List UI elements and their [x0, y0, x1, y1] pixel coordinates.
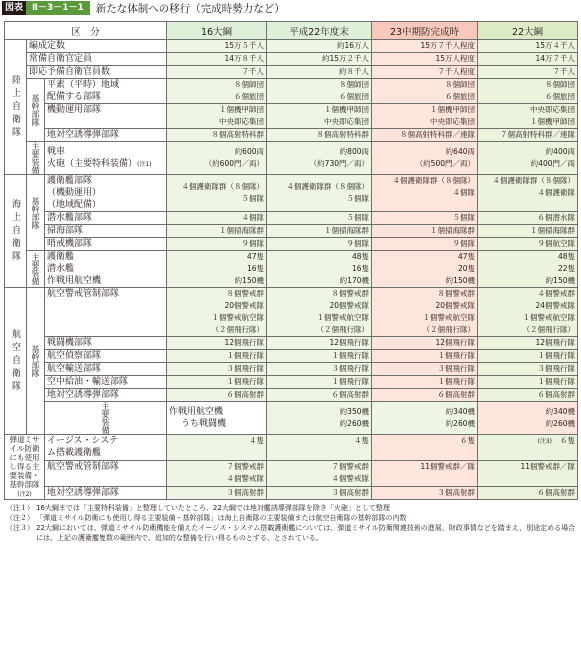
table-row — [5, 337, 578, 350]
cell-line: 20個警戒隊 — [435, 301, 475, 310]
cell: １個飛行隊 — [267, 376, 372, 389]
cell — [372, 79, 478, 104]
section-label: 海上自衛隊 — [10, 198, 20, 264]
table-row — [5, 376, 578, 389]
cell-line: ４個護衛隊群（８個隊） — [392, 176, 475, 185]
row-label: 戦闘機部隊 — [45, 337, 167, 350]
cell-line: 約350機 — [339, 407, 369, 416]
row-label-line: 潜水艦 — [47, 264, 75, 274]
cell: ６隻 — [372, 435, 478, 461]
cell-line: ６個旅団 — [445, 92, 475, 101]
row-label: 掃海部隊 — [45, 225, 167, 238]
cell: ６個高射群 — [478, 486, 578, 499]
cell-line: 中央即応集団 — [324, 117, 369, 126]
row-label-line: （地域配備） — [47, 200, 102, 210]
table-row — [5, 460, 578, 486]
cell: ９個航空隊 — [478, 238, 578, 251]
cell — [372, 142, 478, 175]
table-row — [5, 435, 578, 461]
cell — [478, 288, 578, 337]
note-ref: (注2) — [17, 491, 32, 498]
row-label — [45, 435, 167, 461]
cell — [167, 175, 267, 212]
table-row — [5, 104, 578, 129]
cell: ８個高射特科群 — [267, 129, 372, 142]
cell-line: 約150機 — [445, 276, 475, 285]
cell: ７千人 — [167, 66, 267, 79]
cell-line: （約600門／両） — [204, 159, 264, 168]
subsection-kikan — [27, 175, 45, 251]
table-row — [5, 251, 578, 288]
cell — [372, 251, 478, 288]
cell-line: 16隻 — [351, 264, 369, 273]
cell: １個飛行隊 — [372, 350, 478, 363]
col-header-category: 区 分 — [5, 22, 167, 40]
footnote — [6, 503, 578, 513]
cell — [167, 251, 267, 288]
cell-line: １個警戒航空隊 — [522, 313, 575, 322]
cell: ７千人程度 — [372, 66, 478, 79]
figure-title-bar — [2, 1, 285, 15]
cell — [167, 288, 267, 337]
row-label — [45, 251, 167, 288]
cell-line: 24個警戒隊 — [535, 301, 575, 310]
table-row — [5, 66, 578, 79]
cell — [372, 288, 478, 337]
cell: １個掃海隊群 — [267, 225, 372, 238]
cell: ９個隊 — [167, 238, 267, 251]
cell-line: 16隻 — [246, 264, 264, 273]
cell: ３個飛行隊 — [478, 363, 578, 376]
row-label: 即応予備自衛官員数 — [27, 66, 167, 79]
cell — [267, 79, 372, 104]
cell — [478, 435, 578, 461]
cell: 14万８千人 — [167, 53, 267, 66]
cell-line: 22隻 — [557, 264, 575, 273]
cell-line: 約260機 — [339, 419, 369, 428]
cell-line: 約340機 — [545, 407, 575, 416]
row-label-line: イージス・システ — [47, 436, 119, 447]
row-label-line: （機動運用） — [47, 188, 102, 198]
cell-line: 中央即応集団 — [430, 117, 475, 126]
subsection-kikan — [27, 79, 45, 142]
cell — [478, 142, 578, 175]
cell-line: １個警戒航空隊 — [316, 313, 369, 322]
cell — [267, 251, 372, 288]
cell-line: １個警戒航空隊 — [422, 313, 475, 322]
cell: ３個飛行隊 — [372, 363, 478, 376]
footnote-label: （注２） — [6, 514, 34, 522]
row-label-line: 平素（平時）地域 — [47, 80, 120, 90]
row-label: 航空偵察部隊 — [45, 350, 167, 363]
table-row — [5, 142, 578, 175]
table-row — [5, 238, 578, 251]
cell-line: 約260機 — [545, 419, 575, 428]
cell-line: １個警戒航空隊 — [211, 313, 264, 322]
footnote — [6, 513, 578, 523]
cell-line: 48隻 — [351, 252, 369, 261]
subsection-label: 主要装備 — [101, 402, 110, 434]
subsection-shuyo — [27, 142, 45, 175]
cell: ９個隊 — [267, 238, 372, 251]
subsection-label: 主要装備 — [31, 142, 40, 174]
cell — [267, 460, 372, 486]
section-label: 航空自衛隊 — [10, 328, 20, 394]
row-label-line: 作戦用航空機 — [169, 407, 224, 417]
row-label-line: 戦車 — [47, 146, 66, 157]
cell-line: ８個師団 — [234, 80, 264, 89]
col-header-22taiko: 22大綱 — [478, 22, 578, 40]
cell — [167, 79, 267, 104]
cell-line: ４個警戒群 — [537, 289, 575, 298]
cell-line: 47隻 — [457, 252, 475, 261]
cell — [267, 288, 372, 337]
cell-line: 約340機 — [445, 407, 475, 416]
cell: 約15万２千人 — [267, 53, 372, 66]
subsection-label: 基幹部隊 — [31, 345, 40, 377]
subsection-shuyo — [45, 402, 167, 435]
cell — [167, 104, 267, 129]
cell: ５個隊 — [372, 212, 478, 225]
section-msdf — [5, 175, 27, 288]
row-label: 航空警戒管制部隊 — [45, 460, 167, 486]
figure-badge: 図表 — [2, 1, 26, 15]
cell: 11個警戒群／隊 — [478, 460, 578, 486]
cell-line: ５個隊 — [241, 194, 264, 203]
row-label: 常備自衛官定員 — [27, 53, 167, 66]
cell: 11個警戒群／隊 — [372, 460, 478, 486]
row-label-line: 配備する部隊 — [47, 92, 102, 102]
cell-line: （２個飛行隊） — [522, 325, 575, 334]
row-label: 空中給油・輸送部隊 — [45, 376, 167, 389]
cell: １個飛行隊 — [478, 350, 578, 363]
header-row — [5, 22, 578, 40]
table-row — [5, 79, 578, 104]
subsection-label: 主要装備 — [31, 253, 40, 285]
cell: １個飛行隊 — [267, 350, 372, 363]
table-row — [5, 175, 578, 212]
row-label-line — [47, 158, 164, 171]
note-ref: (注3) — [537, 438, 552, 445]
cell: ４隻 — [267, 435, 372, 461]
cell: ３個飛行隊 — [267, 363, 372, 376]
cell-line: 約400両 — [545, 147, 575, 156]
cell: 14万７千人 — [478, 53, 578, 66]
cell-line: （２個飛行隊） — [422, 325, 475, 334]
row-label: 機動運用部隊 — [45, 104, 167, 129]
cell: 約８千人 — [267, 66, 372, 79]
cell-line: ６個旅団 — [234, 92, 264, 101]
cell: ４個隊 — [167, 212, 267, 225]
cell — [478, 175, 578, 212]
cell: １個飛行隊 — [478, 376, 578, 389]
cell-line: ５個隊 — [346, 194, 369, 203]
cell-line: ６個旅団 — [545, 92, 575, 101]
cell-line: ４個護衛隊群（８個隊） — [492, 176, 575, 185]
cell-line: ６個旅団 — [339, 92, 369, 101]
force-structure-table — [4, 21, 578, 500]
cell: ９個隊 — [372, 238, 478, 251]
row-label: 哨戒機部隊 — [45, 238, 167, 251]
table-row — [5, 129, 578, 142]
cell — [267, 402, 372, 435]
cell-line: 約170機 — [339, 276, 369, 285]
cell-line: 約400門／両 — [530, 159, 575, 168]
section-label: 陸上自衛隊 — [10, 74, 20, 140]
cell-line: 20隻 — [457, 264, 475, 273]
cell-line: ８個師団 — [545, 80, 575, 89]
cell-line: 20個警戒隊 — [224, 301, 264, 310]
table-row — [5, 288, 578, 337]
cell — [478, 402, 578, 435]
cell-line: ４個護衛隊 — [537, 188, 575, 197]
cell-line: 約150機 — [234, 276, 264, 285]
footnote-label: （注３） — [6, 524, 34, 532]
cell-line: 約600両 — [234, 147, 264, 156]
subsection-label: 基幹部隊 — [31, 196, 40, 229]
row-label-line: うち戦闘機 — [181, 419, 227, 429]
cell: 約16万人 — [267, 40, 372, 53]
figure-number: Ⅱ－3－1－1 — [26, 1, 90, 15]
cell-line: 20個警戒隊 — [329, 301, 369, 310]
cell: ６個高射群 — [372, 389, 478, 402]
cell: ７個高射特科群／連隊 — [478, 129, 578, 142]
cell — [167, 460, 267, 486]
cell-line: ４個隊 — [452, 188, 475, 197]
subsection-kikan — [27, 288, 45, 435]
cell-line: ４個護衛隊群（８個隊） — [181, 182, 264, 191]
cell-line: ７個警戒群 — [331, 462, 369, 472]
cell — [372, 175, 478, 212]
cell-line: ８個警戒群 — [437, 289, 475, 298]
cell — [478, 79, 578, 104]
cell-line: １個機甲師団 — [530, 117, 575, 126]
cell-line: １個機甲師団 — [324, 105, 369, 114]
cell-line: 中央即応集団 — [219, 117, 264, 126]
table-row — [5, 350, 578, 363]
cell — [267, 175, 372, 212]
cell-line: 約640両 — [445, 147, 475, 156]
cell — [372, 104, 478, 129]
section-asdf — [5, 288, 27, 435]
table-row — [5, 389, 578, 402]
cell — [478, 104, 578, 129]
cell: １個掃海隊群 — [372, 225, 478, 238]
table-row — [5, 402, 578, 435]
cell: 12個飛行隊 — [267, 337, 372, 350]
cell: １個飛行隊 — [167, 376, 267, 389]
cell-line: 約260機 — [445, 419, 475, 428]
cell: 12個飛行隊 — [478, 337, 578, 350]
row-label — [167, 402, 267, 435]
cell: 15万４千人 — [478, 40, 578, 53]
footnote-label: （注１） — [6, 504, 34, 512]
section-gsdf — [5, 40, 27, 175]
row-label-line: ム搭載護衛艦 — [47, 448, 102, 459]
cell-line: （２個飛行隊） — [316, 325, 369, 334]
section-missile-defense — [5, 435, 45, 500]
cell-line: １個機甲師団 — [430, 105, 475, 114]
cell: ４隻 — [167, 435, 267, 461]
cell: ６個高射群 — [478, 389, 578, 402]
cell: １個飛行隊 — [372, 376, 478, 389]
table-row — [5, 486, 578, 499]
col-header-h22: 平成22年度末 — [267, 22, 372, 40]
cell: ６個潜水隊 — [478, 212, 578, 225]
cell: ５個隊 — [267, 212, 372, 225]
row-label — [45, 175, 167, 212]
cell — [478, 251, 578, 288]
subsection-label: 基幹部隊 — [31, 94, 40, 126]
cell: １個掃海隊群 — [167, 225, 267, 238]
cell: １個飛行隊 — [167, 350, 267, 363]
row-label-line: 作戦用航空機 — [47, 276, 102, 286]
cell: 15万７千人程度 — [372, 40, 478, 53]
cell-line: １個機甲師団 — [219, 105, 264, 114]
row-label-line: 護衛艦 — [47, 252, 75, 262]
cell: 12個飛行隊 — [372, 337, 478, 350]
cell-line: ４個護衛隊群（８個隊） — [286, 182, 369, 191]
cell — [267, 104, 372, 129]
cell-line: （約730門／両） — [309, 159, 369, 168]
cell — [167, 142, 267, 175]
section-label: 弾道ミサイル防衛にも使用し得る主要装備・基幹部隊 — [9, 435, 40, 489]
cell: ８個高射特科群 — [167, 129, 267, 142]
row-label: 地対空誘導弾部隊 — [45, 389, 167, 402]
col-header-23chukibo: 23中期防完成時 — [372, 22, 478, 40]
footnote-text: 「弾道ミサイル防衛にも使用し得る主要装備・基幹部隊」は海上自衛隊の主要装備または航空自衛隊の基幹部隊の内数 — [36, 514, 407, 522]
row-label — [45, 142, 167, 175]
cell: ６個高射群 — [167, 389, 267, 402]
col-header-16taiko: 16大綱 — [167, 22, 267, 40]
table-row — [5, 212, 578, 225]
cell — [267, 142, 372, 175]
cell: 15万５千人 — [167, 40, 267, 53]
cell-line: 47隻 — [246, 252, 264, 261]
table-row — [5, 225, 578, 238]
subsection-shuyo — [27, 251, 45, 288]
cell: ７千人 — [478, 66, 578, 79]
row-label: 航空警戒管制部隊 — [45, 288, 167, 337]
note-ref: (注1) — [137, 160, 152, 168]
footnotes — [6, 503, 578, 543]
cell-line: ８個警戒群 — [226, 289, 264, 298]
table-row — [5, 40, 578, 53]
footnote-text: 16大綱までは「主要特科装備」と整理していたところ、22大綱では地対艦誘導弾部隊を除き「火砲」として整理 — [36, 504, 390, 512]
cell-line: （２個飛行隊） — [211, 325, 264, 334]
cell: ３個高射群 — [372, 486, 478, 499]
cell: ８個高射特科群／連隊 — [372, 129, 478, 142]
row-label: 地対空誘導弾部隊 — [45, 486, 167, 499]
cell-line: ８個師団 — [445, 80, 475, 89]
row-label — [45, 79, 167, 104]
row-label-line: 護衛艦部隊 — [47, 176, 93, 186]
cell-line: （約500門／両） — [415, 159, 475, 168]
cell-line: ７個警戒群 — [226, 462, 264, 472]
cell: 12個飛行隊 — [167, 337, 267, 350]
row-label: 編成定数 — [27, 40, 167, 53]
figure-title: 新たな体制への移行（完成時勢力など） — [95, 2, 285, 15]
cell: ３個高射群 — [267, 486, 372, 499]
footnote — [6, 523, 578, 543]
cell-line: 約800両 — [339, 147, 369, 156]
row-label: 航空輸送部隊 — [45, 363, 167, 376]
cell-line: ８個師団 — [339, 80, 369, 89]
cell-line: ８個警戒群 — [331, 289, 369, 298]
table-row — [5, 363, 578, 376]
row-label: 地対空誘導弾部隊 — [45, 129, 167, 142]
cell: 15万人程度 — [372, 53, 478, 66]
cell — [372, 402, 478, 435]
row-label-text: 火砲（主要特科装備） — [47, 158, 138, 169]
footnote-text: 22大綱においては、弾道ミサイル防衛機能を備えたイージス・システム搭載護衛艦については、弾道ミサイル防衛関連技術の進展、財政事情などを踏まえ、別途定める場合には、上記の護衛艦隻数の範囲内で、追加的な整備を行い得るものとする、とされている。 — [36, 524, 576, 542]
cell-line: 中央即応集団 — [530, 105, 575, 114]
cell-line: 48隻 — [557, 252, 575, 261]
cell-line: ４個警戒隊 — [331, 474, 369, 484]
cell-value: ６隻 — [560, 436, 575, 445]
table-row — [5, 53, 578, 66]
cell-line: 約150機 — [545, 276, 575, 285]
row-label: 潜水艦部隊 — [45, 212, 167, 225]
cell-line: ４個警戒隊 — [226, 474, 264, 484]
cell: ３個高射群 — [167, 486, 267, 499]
cell: ３個飛行隊 — [167, 363, 267, 376]
cell: ６個高射群 — [267, 389, 372, 402]
cell: １個掃海隊群 — [478, 225, 578, 238]
